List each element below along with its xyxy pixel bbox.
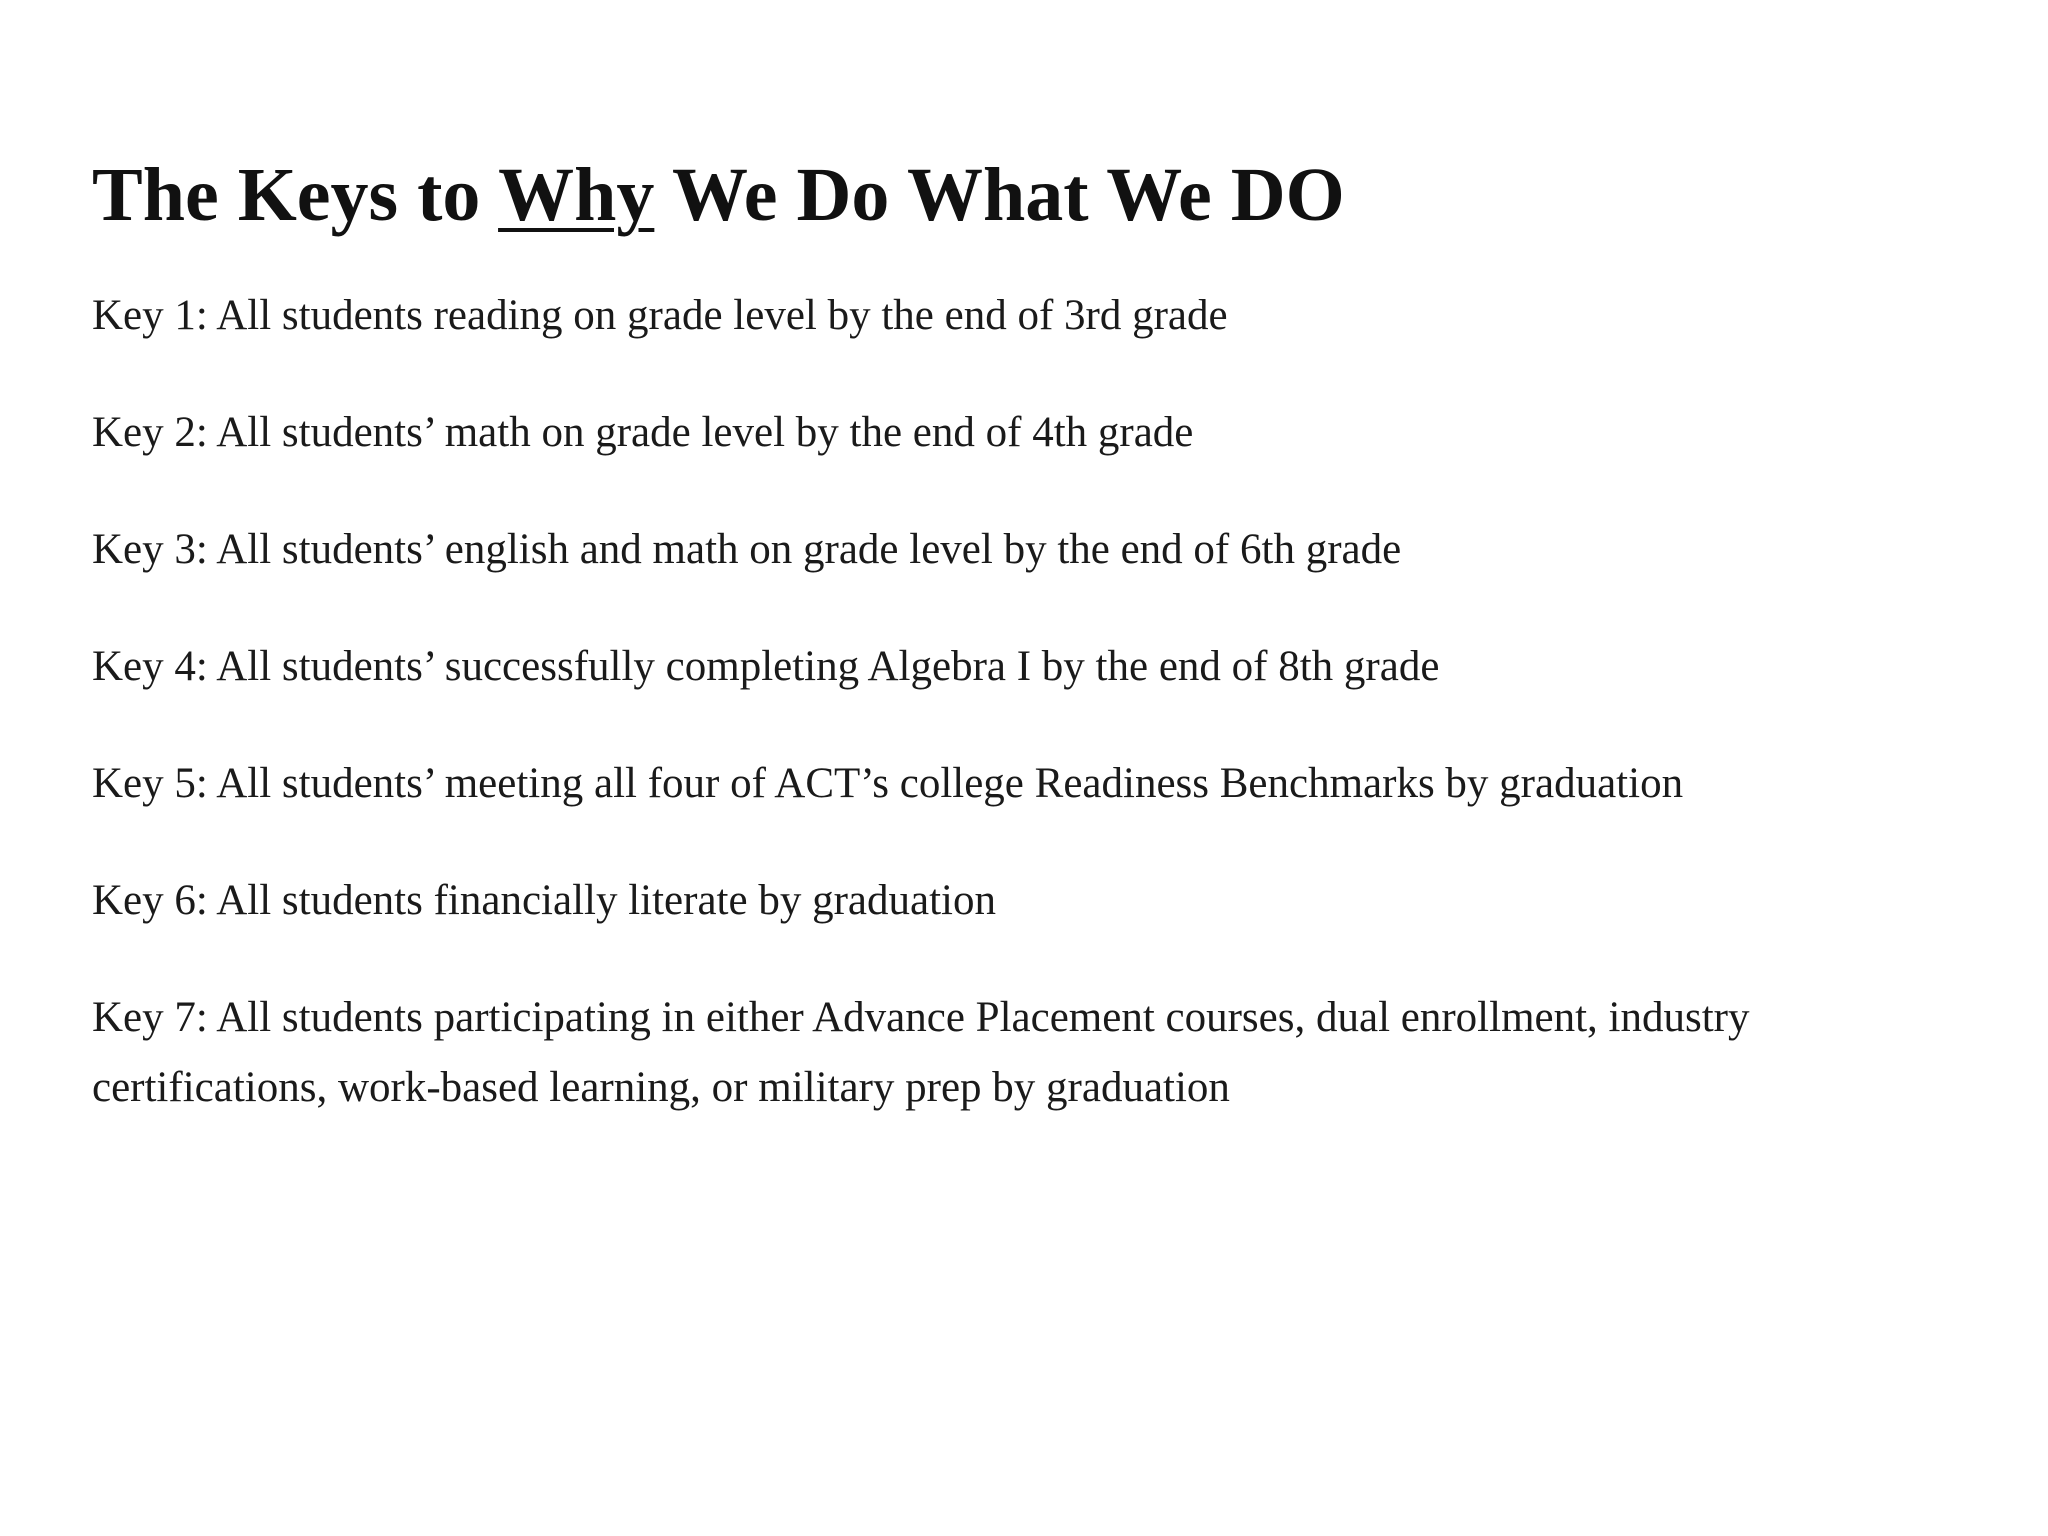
keys-list [92, 281, 1992, 1123]
key-7: Key 7: All students participating in either Advance Placement courses, dual enrollment, industry certifications, work-based learning, or military prep by graduation [92, 994, 1750, 1112]
slide [92, 150, 1992, 1170]
key-2: Key 2: All students’ math on grade level by the end of 4th grade [92, 409, 1194, 457]
key-4: Key 4: All students’ successfully completing Algebra I by the end of 8th grade [92, 643, 1440, 691]
title-prefix: The Keys to [92, 153, 499, 237]
key-1: Key 1: All students reading on grade level by the end of 3rd grade [92, 292, 1228, 340]
title-suffix: We Do What We DO [654, 153, 1345, 237]
key-3: Key 3: All students’ english and math on grade level by the end of 6th grade [92, 526, 1402, 574]
key-5: Key 5: All students’ meeting all four of ACT’s college Readiness Benchmarks by graduation [92, 760, 1684, 808]
key-6: Key 6: All students financially literate by graduation [92, 877, 996, 925]
page-title [92, 150, 1992, 241]
title-emphasis-underlined: Why [498, 153, 655, 237]
